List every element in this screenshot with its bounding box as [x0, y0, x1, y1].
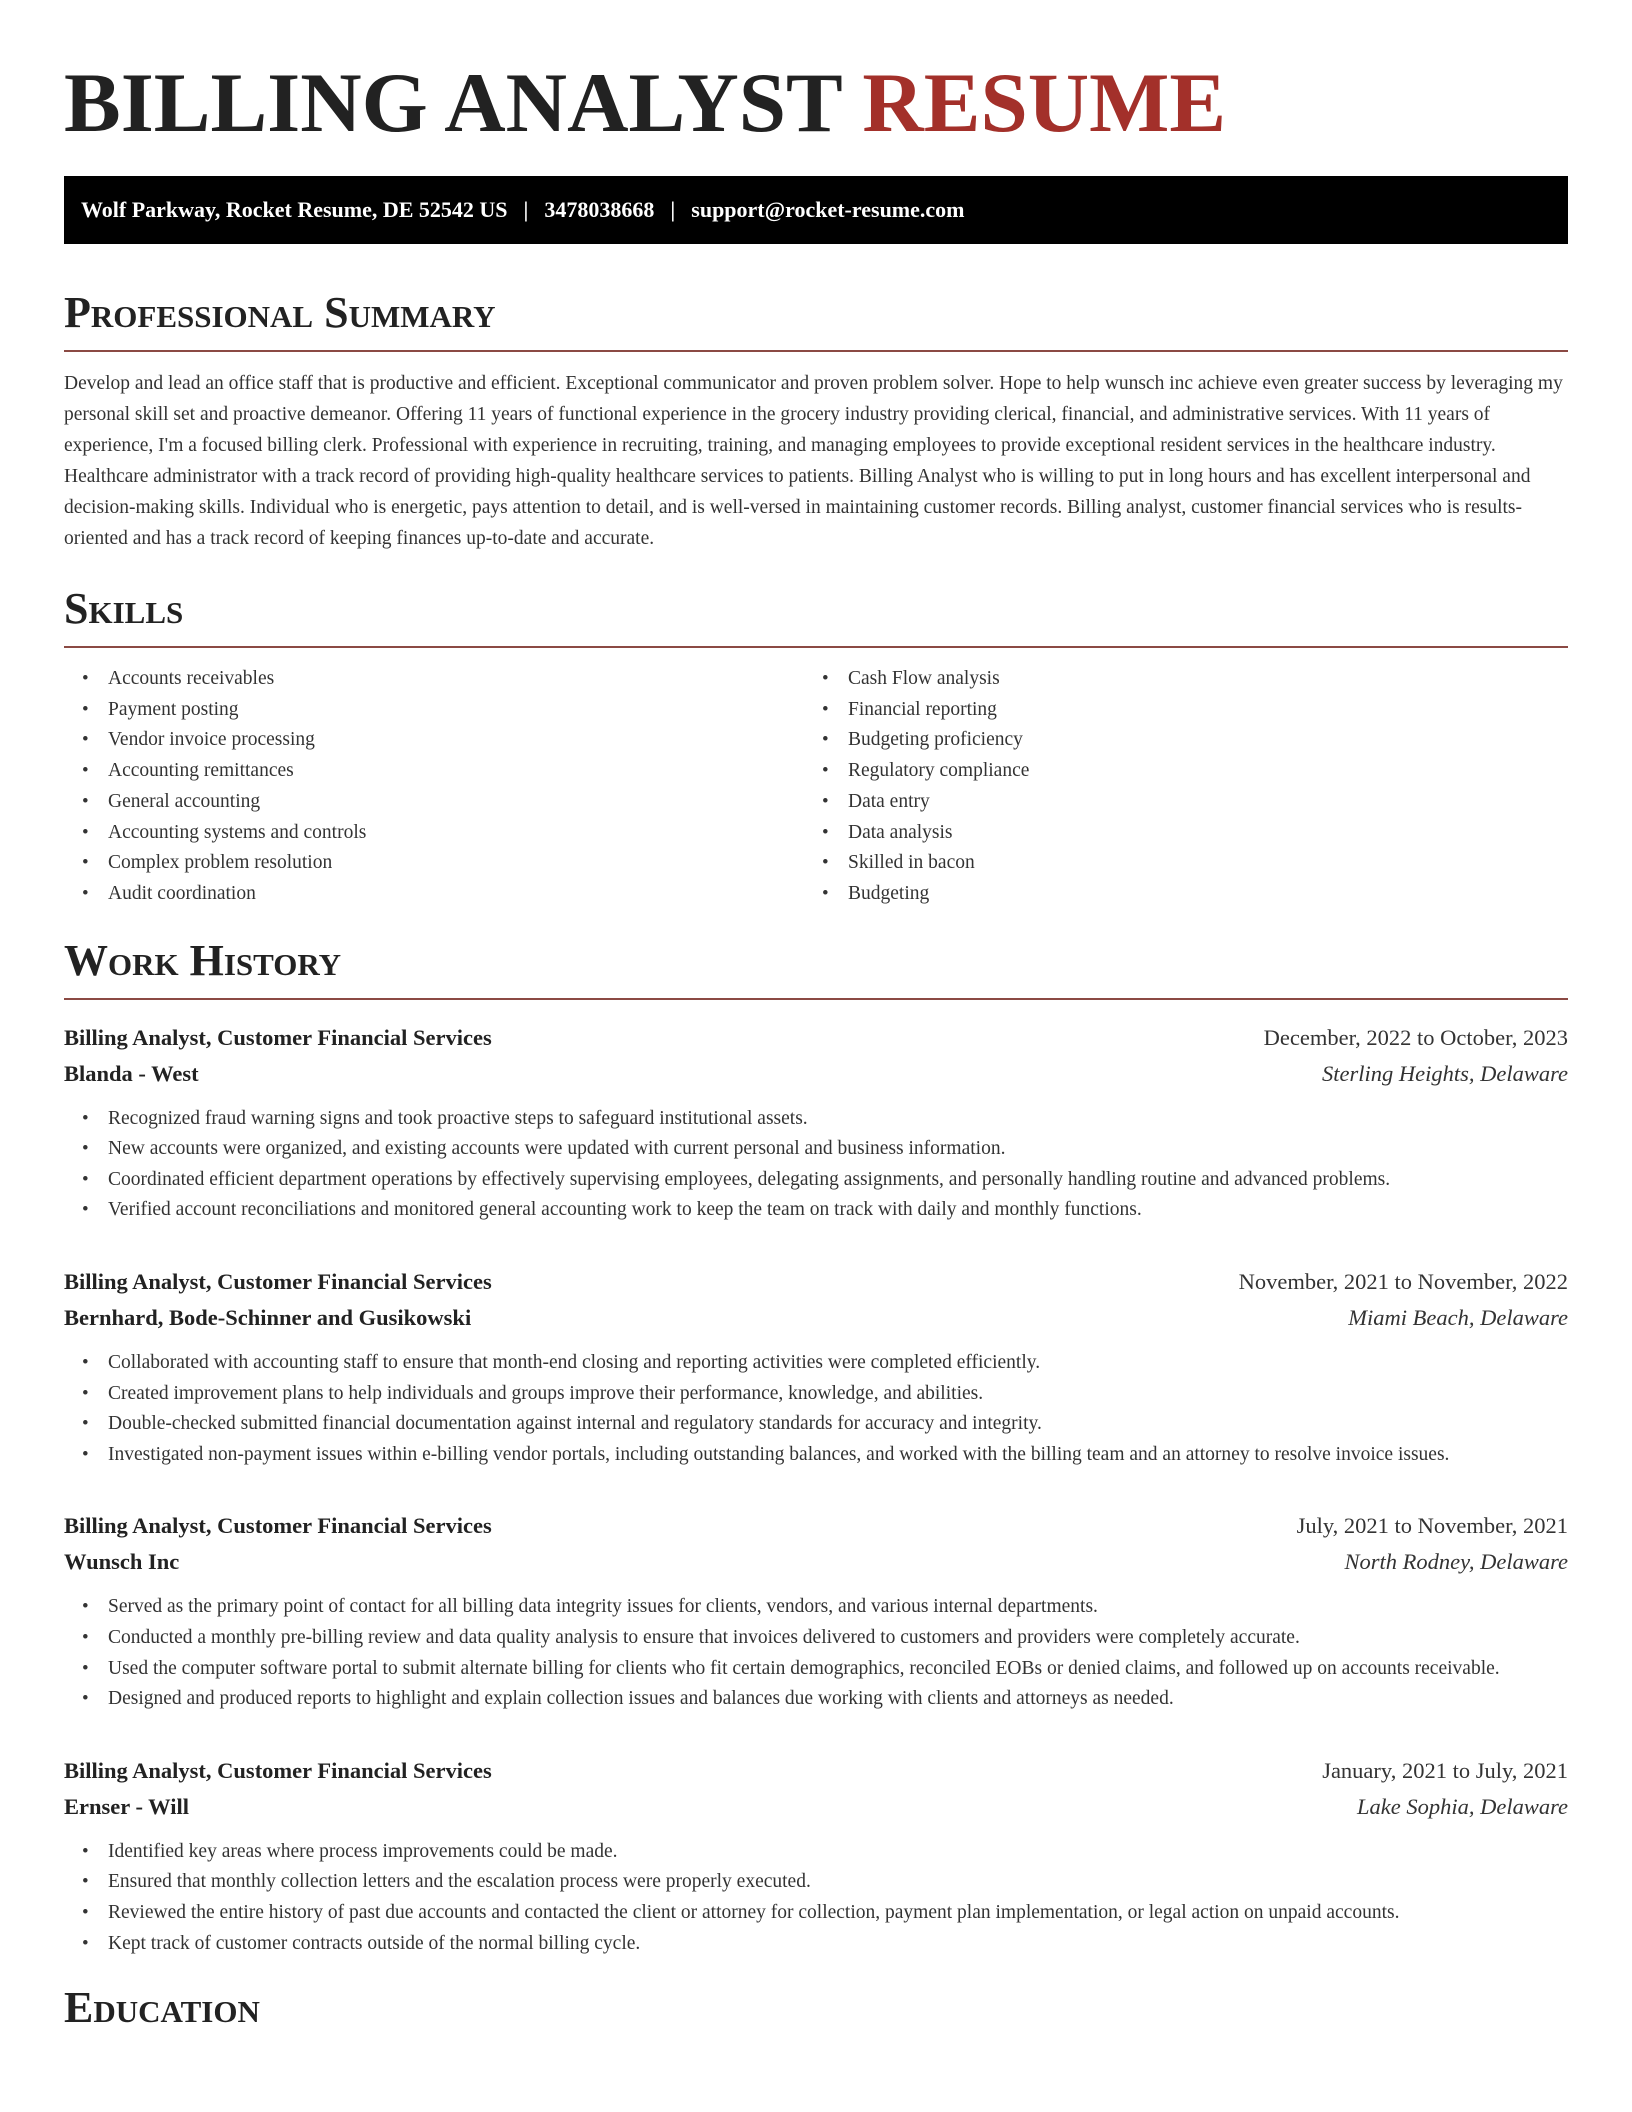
skills-list: [64, 664, 1568, 910]
job-title-row: [64, 1264, 1568, 1300]
job-title-row: [64, 1508, 1568, 1544]
job-company: Wunsch Inc: [64, 1549, 180, 1575]
resume-title: [64, 56, 1568, 150]
skill-item: • General accounting: [108, 787, 804, 818]
contact-separator: |: [523, 197, 529, 222]
job-location: Miami Beach, Delaware: [1348, 1305, 1568, 1330]
skill-item: • Data analysis: [848, 818, 1544, 849]
job-bullet: • Designed and produced reports to highlight and explain collection issues and balances due working with clients and attorneys as needed.: [108, 1684, 1568, 1715]
skills-column-left: [64, 664, 804, 910]
job-dates: November, 2021 to November, 2022: [1238, 1269, 1568, 1294]
job-company: Bernhard, Bode-Schinner and Gusikowski: [64, 1305, 472, 1330]
job-company-row: [64, 1544, 1568, 1580]
job-title-row: [64, 1753, 1568, 1789]
job-dates: July, 2021 to November, 2021: [1296, 1513, 1568, 1539]
job-bullet: • Verified account reconciliations and monitored general accounting work to keep the team on track with daily and monthly functions.: [108, 1195, 1568, 1226]
job-dates: January, 2021 to July, 2021: [1322, 1757, 1568, 1783]
contact-phone: 3478038668: [544, 197, 655, 222]
skill-item: • Complex problem resolution: [108, 848, 804, 879]
job-dates: December, 2022 to October, 2023: [1263, 1024, 1568, 1050]
job-title: Billing Analyst, Customer Financial Services: [64, 1757, 492, 1783]
skill-item: • Accounting systems and controls: [108, 818, 804, 849]
contact-email: support@rocket-resume.com: [691, 197, 965, 222]
section-heading-summary: Professional Summary: [64, 288, 496, 337]
section-divider: [64, 646, 1568, 648]
contact-separator: |: [670, 197, 676, 222]
section-heading-skills: Skills: [64, 584, 184, 633]
job-company-row: [64, 1789, 1568, 1825]
job-bullets: [64, 1348, 1568, 1470]
skill-item: • Audit coordination: [108, 879, 804, 910]
section-divider: [64, 350, 1568, 352]
job-location: Lake Sophia, Delaware: [1356, 1793, 1568, 1819]
job-bullet: • Investigated non-payment issues within e-billing vendor portals, including outstanding balances, and worked with the billing team and an attorney to resolve invoice issues.: [108, 1440, 1568, 1471]
skill-item: • Budgeting proficiency: [848, 725, 1544, 756]
job-company: Blanda - West: [64, 1060, 199, 1086]
contact-bar: [64, 176, 1568, 244]
job-location: North Rodney, Delaware: [1344, 1549, 1568, 1575]
title-main: BILLING ANALYST: [64, 56, 842, 150]
section-heading-education: Education: [64, 1983, 260, 2033]
job-bullet: • Created improvement plans to help individuals and groups improve their performance, knowledge, and abilities.: [108, 1379, 1568, 1410]
job-bullets: [64, 1592, 1568, 1714]
job-bullet: • Kept track of customer contracts outside of the normal billing cycle.: [108, 1929, 1568, 1960]
job-bullet: • Served as the primary point of contact for all billing data integrity issues for clients, vendors, and various internal departments.: [108, 1592, 1568, 1623]
job-bullet: • Identified key areas where process improvements could be made.: [108, 1837, 1568, 1868]
job-location: Sterling Heights, Delaware: [1321, 1060, 1568, 1086]
job-bullet: • Double-checked submitted financial documentation against internal and regulatory standards for accuracy and integrity.: [108, 1409, 1568, 1440]
skill-item: • Accounting remittances: [108, 756, 804, 787]
skill-item: • Financial reporting: [848, 695, 1544, 726]
job-bullet: • Conducted a monthly pre-billing review and data quality analysis to ensure that invoices delivered to customers and providers were completely accurate.: [108, 1623, 1568, 1654]
job-entry: [64, 1264, 1568, 1470]
job-bullet: • Ensured that monthly collection letters and the escalation process were properly executed.: [108, 1867, 1568, 1898]
skills-column-right: [804, 664, 1544, 910]
job-title: Billing Analyst, Customer Financial Services: [64, 1269, 492, 1294]
job-bullets: [64, 1104, 1568, 1226]
job-company-row: [64, 1300, 1568, 1336]
skill-item: • Accounts receivables: [108, 664, 804, 695]
job-bullet: • Used the computer software portal to submit alternate billing for clients who fit certain demographics, reconciled EOBs or denied claims, and followed up on accounts receivable.: [108, 1654, 1568, 1685]
skill-item: • Vendor invoice processing: [108, 725, 804, 756]
skill-item: • Skilled in bacon: [848, 848, 1544, 879]
work-history-list: [64, 1020, 1568, 1960]
skill-item: • Cash Flow analysis: [848, 664, 1544, 695]
job-title-row: [64, 1020, 1568, 1056]
skill-item: • Payment posting: [108, 695, 804, 726]
job-bullet: • Coordinated efficient department operations by effectively supervising employees, delegating assignments, and personally handling routine and advanced problems.: [108, 1165, 1568, 1196]
skill-item: • Data entry: [848, 787, 1544, 818]
section-divider: [64, 998, 1568, 1000]
title-accent: RESUME: [862, 56, 1227, 150]
job-entry: [64, 1753, 1568, 1959]
job-company: Ernser - Will: [64, 1793, 190, 1819]
summary-text: Develop and lead an office staff that is productive and efficient. Exceptional communicator and proven problem solver. Hope to help wunsch inc achieve even greater success by leveraging my personal skill set and proactive demeanor. Offering 11 years of functional experience in the grocery industry providing clerical, financial, and administrative services. With 11 years of experience, I'm a focused billing clerk. Professional with experience in recruiting, training, and managing employees to provide exceptional resident services in the healthcare industry. Healthcare administrator with a track record of providing high-quality healthcare services to patients. Billing Analyst who is willing to put in long hours and has excellent interpersonal and decision-making skills. Individual who is energetic, pays attention to detail, and is well-versed in maintaining customer records. Billing analyst, customer financial services who is results-oriented and has a track record of keeping finances up-to-date and accurate.: [64, 373, 1563, 549]
job-bullet: • Collaborated with accounting staff to ensure that month-end closing and reporting activities were completed efficiently.: [108, 1348, 1568, 1379]
job-entry: [64, 1508, 1568, 1714]
skill-item: • Budgeting: [848, 879, 1544, 910]
job-bullet: • Reviewed the entire history of past due accounts and contacted the client or attorney for collection, payment plan implementation, or legal action on unpaid accounts.: [108, 1898, 1568, 1929]
section-heading-work-history: Work History: [64, 935, 342, 985]
job-bullet: • Recognized fraud warning signs and took proactive steps to safeguard institutional assets.: [108, 1104, 1568, 1135]
job-bullets: [64, 1837, 1568, 1959]
job-title: Billing Analyst, Customer Financial Services: [64, 1513, 492, 1539]
skill-item: • Regulatory compliance: [848, 756, 1544, 787]
job-title: Billing Analyst, Customer Financial Services: [64, 1024, 492, 1050]
job-company-row: [64, 1056, 1568, 1092]
job-entry: [64, 1020, 1568, 1226]
job-bullet: • New accounts were organized, and existing accounts were updated with current personal and business information.: [108, 1134, 1568, 1165]
contact-address: Wolf Parkway, Rocket Resume, DE 52542 US: [81, 197, 508, 222]
